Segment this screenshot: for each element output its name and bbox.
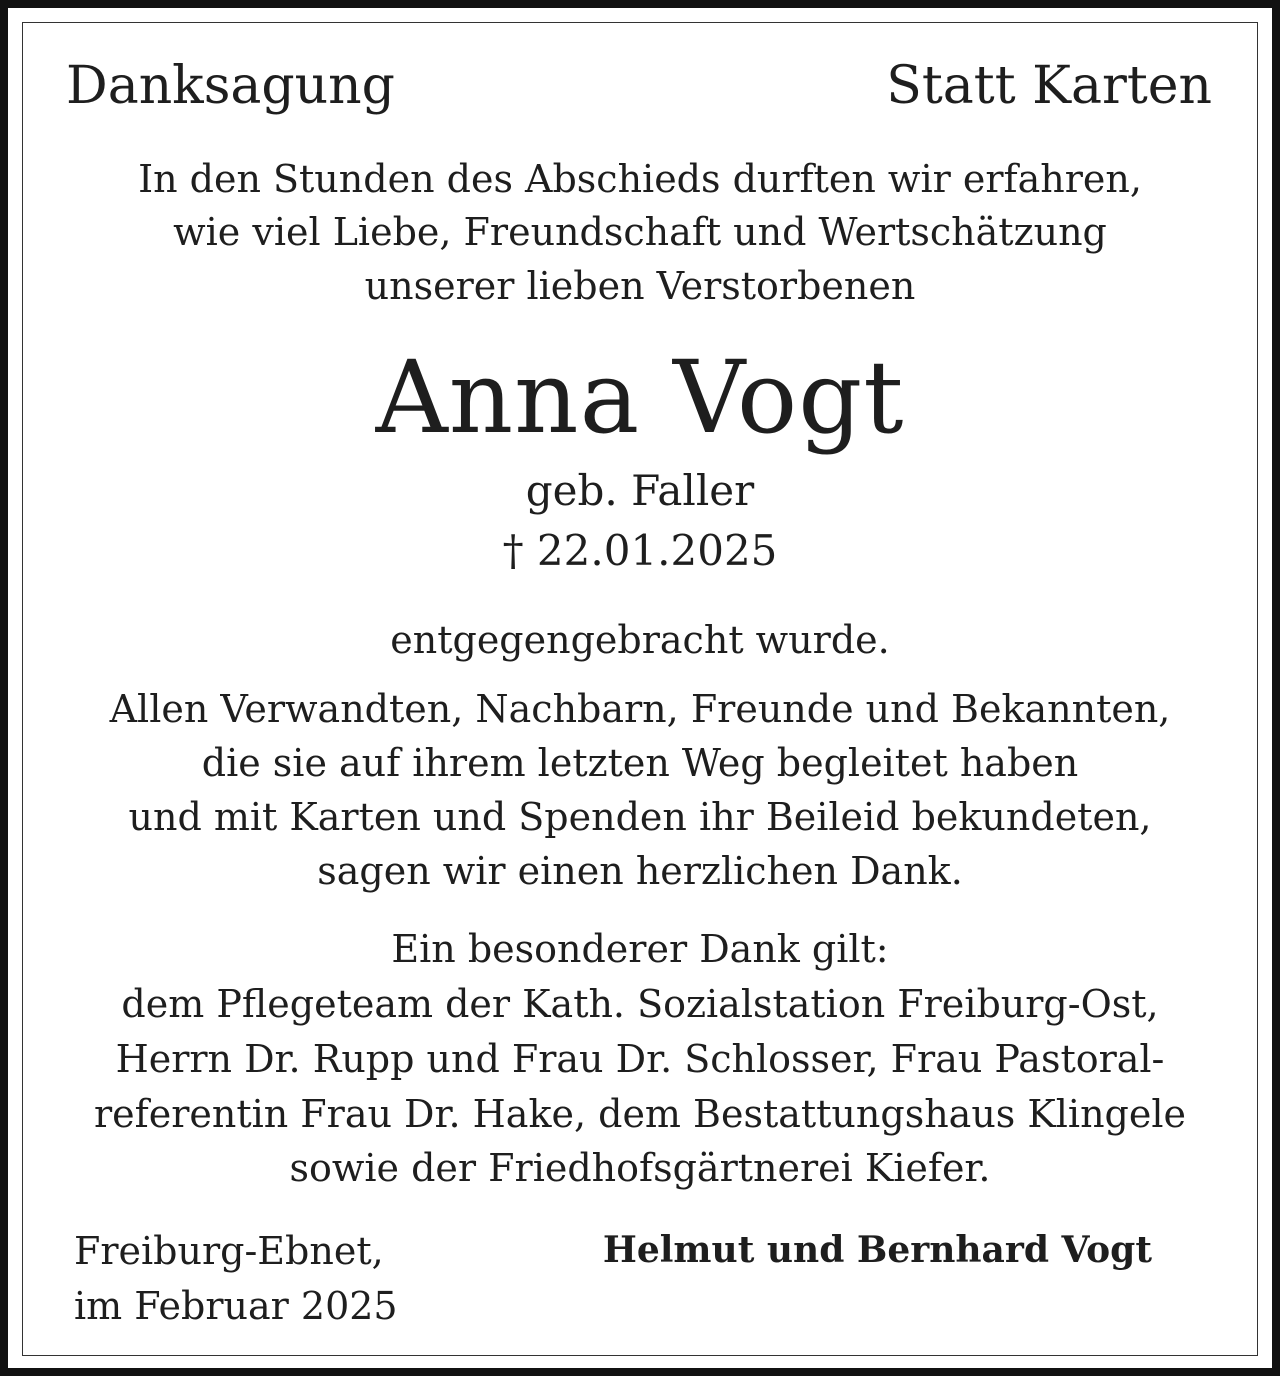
intro-line: In den Stunden des Abschieds durften wir erfahren, bbox=[138, 157, 1142, 201]
special-thanks-line: referentin Frau Dr. Hake, dem Bestattungshaus Klingele bbox=[93, 1092, 1187, 1136]
special-thanks-line: Herrn Dr. Rupp und Frau Dr. Schlosser, Frau Pastoral- bbox=[115, 1037, 1165, 1081]
header-title: Danksagung bbox=[66, 56, 395, 116]
thanks-line: und mit Karten und Spenden ihr Beileid bekundeten, bbox=[128, 795, 1152, 839]
continuation-line: entgegengebracht wurde. bbox=[390, 618, 890, 662]
thanks-line: die sie auf ihrem letzten Weg begleitet haben bbox=[201, 741, 1079, 785]
special-thanks-line: dem Pflegeteam der Kath. Sozialstation Freiburg-Ost, bbox=[121, 982, 1159, 1026]
intro-line: wie viel Liebe, Freundschaft und Wertschätzung bbox=[173, 210, 1107, 254]
deceased-name: Anna Vogt bbox=[375, 339, 905, 456]
intro-line: unserer lieben Verstorbenen bbox=[364, 264, 916, 308]
special-thanks-line: sowie der Friedhofsgärtnerei Kiefer. bbox=[289, 1146, 991, 1190]
special-thanks-heading: Ein besonderer Dank gilt: bbox=[391, 927, 889, 971]
deceased-birth-name: geb. Faller bbox=[525, 466, 755, 515]
header-note: Statt Karten bbox=[886, 56, 1212, 116]
thanks-line: sagen wir einen herzlichen Dank. bbox=[317, 849, 963, 893]
footer-signers: Helmut und Bernhard Vogt bbox=[602, 1229, 1152, 1271]
footer-place: Freiburg-Ebnet, bbox=[74, 1229, 384, 1273]
footer-date: im Februar 2025 bbox=[74, 1284, 398, 1328]
thanks-line: Allen Verwandten, Nachbarn, Freunde und Bekannten, bbox=[109, 687, 1171, 731]
deceased-death-date: † 22.01.2025 bbox=[502, 526, 778, 575]
